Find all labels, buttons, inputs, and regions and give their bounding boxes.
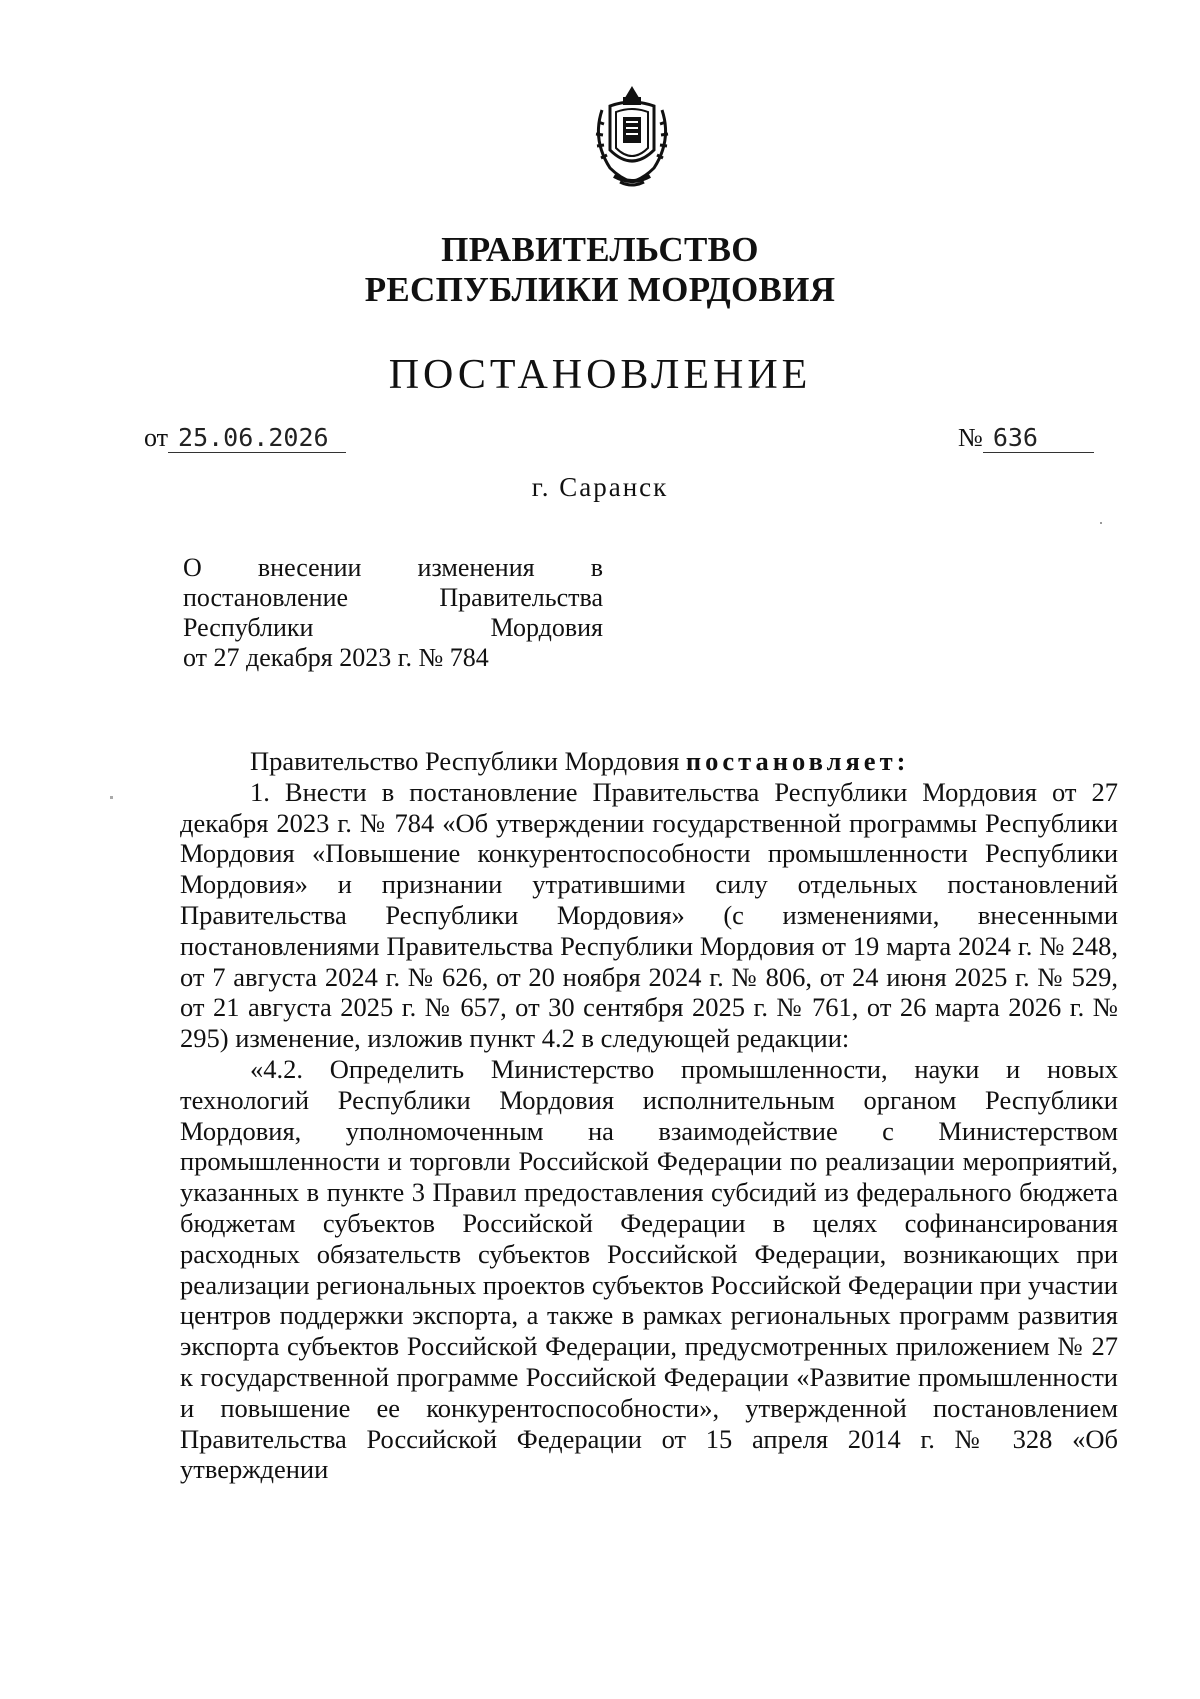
gov-line-2: РЕСПУБЛИКИ МОРДОВИЯ [364,270,836,309]
document-body [180,746,1118,1485]
scan-speck [1100,522,1102,524]
number-value: 636 [983,424,1094,453]
date-value: 25.06.2026 [168,424,346,453]
date-field [144,423,346,453]
number-field [958,423,1094,453]
scan-speck [110,796,113,799]
preamble [180,746,1118,777]
date-prefix: от [144,423,169,452]
subject-line-4: от 27 декабря 2023 г. № 784 [183,643,489,672]
preamble-text: Правительство Республики Мордовия [250,746,680,776]
government-name [0,230,1200,310]
paragraph-1: 1. Внести в постановление Правительства Республики Мордовия от 27 декабря 2023 г. № 784 «Об утверждении государственной программы Республики Мордовия «Повышение конкурентоспособности промышленности Республики Мордовия» и признании утратившими силу отдельных постановлений Правительства Республики Мордовия» (с изменениями, внесенными постановлениями Правительства Республики Мордовия от 19 марта 2024 г. № 248, от 7 августа 2024 г. № 626, от 20 ноября 2024 г. № 806, от 24 июня 2025 г. № 529, от 21 августа 2025 г. № 657, от 30 сентября 2025 г. № 761, от 26 марта 2026 г. № 295) изменение, изложив пункт 4.2 в следующей редакции: [180,776,1118,1054]
preamble-verb: постановляет: [685,746,910,776]
subject-line-3: Республики Мордовия [183,613,603,642]
city-name: г. Саранск [531,472,669,502]
number-prefix: № [958,423,983,452]
gov-line-1: ПРАВИТЕЛЬСТВО [441,230,759,269]
coat-of-arms-icon [580,82,684,190]
subject-line-1: О внесении изменения в [183,553,603,582]
subject-line-2: постановление Правительства [183,583,603,612]
document-subject [183,553,603,673]
document-type: ПОСТАНОВЛЕНИЕ [388,352,812,398]
paragraph-2: «4.2. Определить Министерство промышленности, науки и новых технологий Республики Мордовия исполнительным органом Республики Мордовия, уполномоченным на взаимодействие с Министерством промышленности и торговли Российской Федерации по реализации мероприятий, указанных в пункте 3 Правил предоставления субсидий из федерального бюджета бюджетам субъектов Российской Федерации в целях софинансирования расходных обязательств субъектов Российской Федерации, возникающих при реализации региональных проектов субъектов Российской Федерации при участии центров поддержки экспорта, а также в рамках региональных программ развития экспорта субъектов Российской Федерации, предусмотренных приложением № 27 к государственной программе Российской Федерации «Развитие промышленности и повышение ее конкурентоспособности», утвержденной постановлением Правительства Российской Федерации от 15 апреля 2014 г. № 328 «Об утверждении [180,1053,1118,1485]
